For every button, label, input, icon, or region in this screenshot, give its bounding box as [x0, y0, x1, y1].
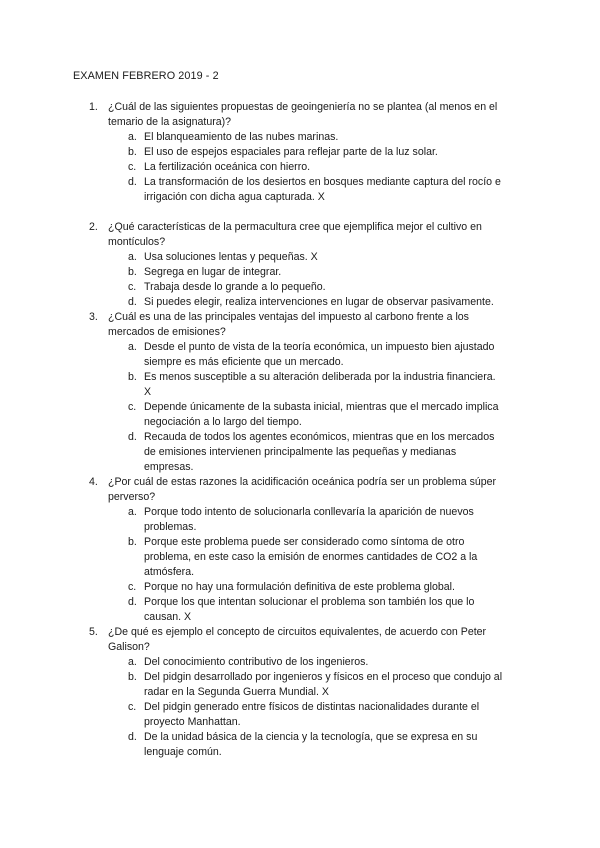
question-item [0, 475, 600, 625]
option-item [108, 250, 504, 265]
option-list [108, 655, 504, 760]
option-letter: a. [128, 131, 137, 143]
option-list [108, 130, 504, 205]
option-item [108, 160, 504, 175]
option-item [108, 670, 504, 700]
question-text: ¿De qué es ejemplo el concepto de circuitos equivalentes, de acuerdo con Peter Galison? [108, 626, 487, 653]
question-number: 5. [89, 626, 98, 638]
option-text: Del pidgin generado entre físicos de distintas nacionalidades durante el proyecto Manhattan. [144, 701, 480, 728]
option-item [108, 295, 504, 310]
option-text: Del pidgin desarrollado por ingenieros y físicos en el proceso que condujo al radar en la Segunda Guerra Mundial. X [144, 671, 503, 698]
question-item [0, 625, 600, 760]
option-item [108, 655, 504, 670]
question-number: 4. [89, 476, 98, 488]
option-letter: c. [128, 401, 137, 413]
question-text: ¿Qué características de la permacultura cree que ejemplifica mejor el cultivo en montículos? [108, 221, 482, 248]
option-item [108, 145, 504, 160]
option-item [108, 370, 504, 400]
question-item [0, 100, 600, 205]
option-letter: a. [128, 251, 137, 263]
option-text: Desde el punto de vista de la teoría económica, un impuesto bien ajustado siempre es más eficiente que un mercado. [144, 341, 495, 368]
option-text: El blanqueamiento de las nubes marinas. [144, 131, 339, 143]
option-item [108, 430, 504, 475]
option-letter: d. [128, 596, 137, 608]
option-item [108, 580, 504, 595]
question-number: 3. [89, 311, 98, 323]
question-number: 1. [89, 101, 98, 113]
question-text: ¿Cuál de las siguientes propuestas de geoingeniería no se plantea (al menos en el temario de la asignatura)? [108, 101, 498, 128]
option-item [108, 505, 504, 535]
option-letter: d. [128, 176, 137, 188]
option-letter: d. [128, 431, 137, 443]
option-letter: a. [128, 341, 137, 353]
option-item [108, 175, 504, 205]
option-item [108, 340, 504, 370]
option-letter: a. [128, 506, 137, 518]
question-item [0, 310, 600, 475]
option-item [108, 535, 504, 580]
option-item [108, 700, 504, 730]
option-text: Del conocimiento contributivo de los ingenieros. [144, 656, 369, 668]
option-item [108, 280, 504, 295]
option-text: Es menos susceptible a su alteración deliberada por la industria financiera. X [144, 371, 496, 398]
option-letter: c. [128, 581, 137, 593]
option-letter: b. [128, 371, 137, 383]
option-letter: c. [128, 281, 137, 293]
option-letter: c. [128, 701, 137, 713]
option-text: La fertilización oceánica con hierro. [144, 161, 311, 173]
option-letter: a. [128, 656, 137, 668]
option-letter: b. [128, 266, 137, 278]
question-list [0, 100, 600, 760]
question-number: 2. [89, 221, 98, 233]
option-list [108, 505, 504, 625]
option-letter: c. [128, 161, 137, 173]
option-text: El uso de espejos espaciales para reflejar parte de la luz solar. [144, 146, 438, 158]
option-text: Usa soluciones lentas y pequeñas. X [144, 251, 318, 263]
option-text: Depende únicamente de la subasta inicial, mientras que el mercado implica negociación a lo largo del tiempo. [144, 401, 499, 428]
question-item [0, 220, 600, 310]
option-letter: d. [128, 296, 137, 308]
option-text: La transformación de los desiertos en bosques mediante captura del rocío e irrigación con dicha agua capturada. X [144, 176, 501, 203]
option-text: De la unidad básica de la ciencia y la tecnología, que se expresa en su lenguaje común. [144, 731, 478, 758]
option-text: Segrega en lugar de integrar. [144, 266, 282, 278]
option-item [108, 595, 504, 625]
question-text: ¿Cuál es una de las principales ventajas del impuesto al carbono frente a los mercados de emisiones? [108, 311, 469, 338]
option-letter: b. [128, 536, 137, 548]
option-letter: b. [128, 146, 137, 158]
option-list [108, 250, 504, 310]
option-item [108, 730, 504, 760]
option-text: Trabaja desde lo grande a lo pequeño. [144, 281, 326, 293]
option-item [108, 400, 504, 430]
option-text: Recauda de todos los agentes económicos, mientras que en los mercados de emisiones intervienen principalmente las pequeñas y medianas empresas. [144, 431, 495, 473]
option-text: Porque no hay una formulación definitiva de este problema global. [144, 581, 455, 593]
question-text: ¿Por cuál de estas razones la acidificación oceánica podría ser un problema súper perverso? [108, 476, 497, 503]
option-text: Porque todo intento de solucionarla conllevaría la aparición de nuevos problemas. [144, 506, 474, 533]
option-item [108, 130, 504, 145]
option-text: Porque este problema puede ser considerado como síntoma de otro problema, en este caso la emisión de enormes cantidades de CO2 a la atmósfera. [144, 536, 478, 578]
option-list [108, 340, 504, 475]
option-letter: d. [128, 731, 137, 743]
option-text: Si puedes elegir, realiza intervenciones en lugar de observar pasivamente. [144, 296, 494, 308]
page-title: EXAMEN FEBRERO 2019 - 2 [73, 70, 219, 82]
option-text: Porque los que intentan solucionar el problema son también los que lo causan. X [144, 596, 475, 623]
option-letter: b. [128, 671, 137, 683]
option-item [108, 265, 504, 280]
